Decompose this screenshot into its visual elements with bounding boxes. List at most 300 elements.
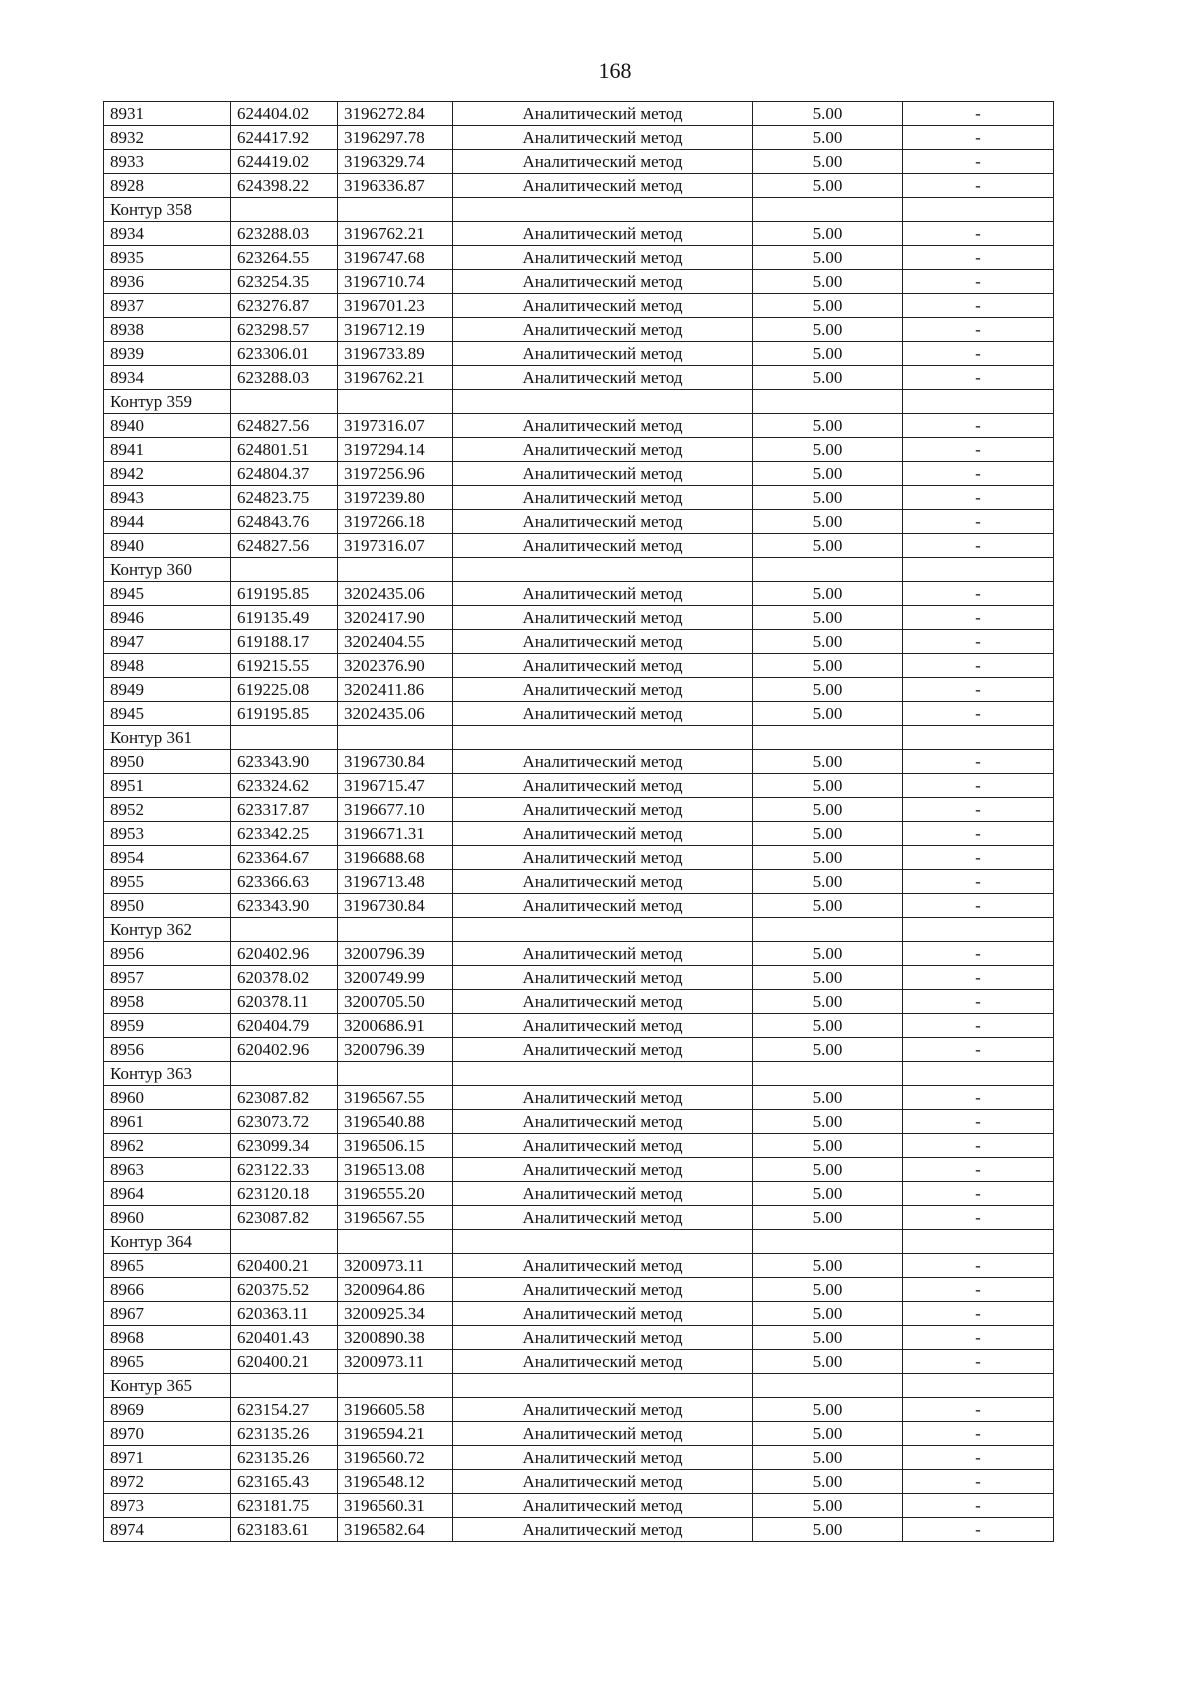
dash-cell: - xyxy=(903,1014,1054,1038)
y-coordinate-cell: 3196540.88 xyxy=(338,1110,453,1134)
dash-cell: - xyxy=(903,246,1054,270)
x-coordinate-cell: 623154.27 xyxy=(231,1398,338,1422)
table-row xyxy=(104,942,1054,966)
x-coordinate-cell: 623099.34 xyxy=(231,1134,338,1158)
contour-name: Контур 364 xyxy=(104,1230,231,1254)
x-coordinate-cell: 620363.11 xyxy=(231,1302,338,1326)
x-coordinate-cell: 620400.21 xyxy=(231,1350,338,1374)
point-number-cell: 8950 xyxy=(104,894,231,918)
dash-cell: - xyxy=(903,1086,1054,1110)
accuracy-cell: 5.00 xyxy=(753,342,903,366)
contour-name: Контур 359 xyxy=(104,390,231,414)
point-number-cell: 8965 xyxy=(104,1254,231,1278)
accuracy-cell: 5.00 xyxy=(753,822,903,846)
point-number-cell: 8967 xyxy=(104,1302,231,1326)
dash-cell: - xyxy=(903,414,1054,438)
dash-cell: - xyxy=(903,342,1054,366)
x-coordinate-cell: 623254.35 xyxy=(231,270,338,294)
contour-name: Контур 363 xyxy=(104,1062,231,1086)
point-number-cell: 8949 xyxy=(104,678,231,702)
empty-cell xyxy=(338,726,453,750)
dash-cell: - xyxy=(903,1038,1054,1062)
dash-cell: - xyxy=(903,126,1054,150)
accuracy-cell: 5.00 xyxy=(753,246,903,270)
x-coordinate-cell: 623135.26 xyxy=(231,1446,338,1470)
y-coordinate-cell: 3200973.11 xyxy=(338,1254,453,1278)
y-coordinate-cell: 3196548.12 xyxy=(338,1470,453,1494)
table-row xyxy=(104,246,1054,270)
point-number-cell: 8932 xyxy=(104,126,231,150)
method-cell: Аналитический метод xyxy=(453,126,753,150)
table-row xyxy=(104,870,1054,894)
table-row xyxy=(104,1470,1054,1494)
y-coordinate-cell: 3196555.20 xyxy=(338,1182,453,1206)
accuracy-cell: 5.00 xyxy=(753,486,903,510)
method-cell: Аналитический метод xyxy=(453,150,753,174)
table-row xyxy=(104,1158,1054,1182)
y-coordinate-cell: 3196560.72 xyxy=(338,1446,453,1470)
y-coordinate-cell: 3202376.90 xyxy=(338,654,453,678)
x-coordinate-cell: 624404.02 xyxy=(231,102,338,126)
dash-cell: - xyxy=(903,846,1054,870)
point-number-cell: 8955 xyxy=(104,870,231,894)
dash-cell: - xyxy=(903,870,1054,894)
empty-cell xyxy=(753,1374,903,1398)
method-cell: Аналитический метод xyxy=(453,1206,753,1230)
y-coordinate-cell: 3196671.31 xyxy=(338,822,453,846)
point-number-cell: 8951 xyxy=(104,774,231,798)
contour-name: Контур 365 xyxy=(104,1374,231,1398)
y-coordinate-cell: 3196329.74 xyxy=(338,150,453,174)
accuracy-cell: 5.00 xyxy=(753,1446,903,1470)
accuracy-cell: 5.00 xyxy=(753,774,903,798)
page-number: 168 xyxy=(598,58,632,83)
dash-cell: - xyxy=(903,1302,1054,1326)
table-row xyxy=(104,174,1054,198)
x-coordinate-cell: 619188.17 xyxy=(231,630,338,654)
method-cell: Аналитический метод xyxy=(453,414,753,438)
empty-cell xyxy=(231,1374,338,1398)
accuracy-cell: 5.00 xyxy=(753,222,903,246)
method-cell: Аналитический метод xyxy=(453,870,753,894)
x-coordinate-cell: 623122.33 xyxy=(231,1158,338,1182)
accuracy-cell: 5.00 xyxy=(753,846,903,870)
method-cell: Аналитический метод xyxy=(453,102,753,126)
point-number-cell: 8945 xyxy=(104,582,231,606)
y-coordinate-cell: 3196710.74 xyxy=(338,270,453,294)
accuracy-cell: 5.00 xyxy=(753,462,903,486)
method-cell: Аналитический метод xyxy=(453,606,753,630)
contour-name: Контур 358 xyxy=(104,198,231,222)
accuracy-cell: 5.00 xyxy=(753,1302,903,1326)
point-number-cell: 8928 xyxy=(104,174,231,198)
dash-cell: - xyxy=(903,678,1054,702)
x-coordinate-cell: 623324.62 xyxy=(231,774,338,798)
method-cell: Аналитический метод xyxy=(453,1086,753,1110)
x-coordinate-cell: 623342.25 xyxy=(231,822,338,846)
x-coordinate-cell: 624804.37 xyxy=(231,462,338,486)
table-row xyxy=(104,462,1054,486)
x-coordinate-cell: 620378.11 xyxy=(231,990,338,1014)
table-row xyxy=(104,846,1054,870)
y-coordinate-cell: 3200749.99 xyxy=(338,966,453,990)
accuracy-cell: 5.00 xyxy=(753,1086,903,1110)
accuracy-cell: 5.00 xyxy=(753,1134,903,1158)
point-number-cell: 8943 xyxy=(104,486,231,510)
dash-cell: - xyxy=(903,534,1054,558)
empty-cell xyxy=(453,1062,753,1086)
x-coordinate-cell: 624417.92 xyxy=(231,126,338,150)
x-coordinate-cell: 623317.87 xyxy=(231,798,338,822)
empty-cell xyxy=(453,726,753,750)
y-coordinate-cell: 3196336.87 xyxy=(338,174,453,198)
dash-cell: - xyxy=(903,966,1054,990)
method-cell: Аналитический метод xyxy=(453,342,753,366)
accuracy-cell: 5.00 xyxy=(753,990,903,1014)
dash-cell: - xyxy=(903,654,1054,678)
y-coordinate-cell: 3196560.31 xyxy=(338,1494,453,1518)
y-coordinate-cell: 3197316.07 xyxy=(338,414,453,438)
table-row xyxy=(104,678,1054,702)
x-coordinate-cell: 624801.51 xyxy=(231,438,338,462)
method-cell: Аналитический метод xyxy=(453,510,753,534)
empty-cell xyxy=(338,1062,453,1086)
accuracy-cell: 5.00 xyxy=(753,1494,903,1518)
accuracy-cell: 5.00 xyxy=(753,1182,903,1206)
table-row xyxy=(104,798,1054,822)
accuracy-cell: 5.00 xyxy=(753,1518,903,1542)
dash-cell: - xyxy=(903,1422,1054,1446)
method-cell: Аналитический метод xyxy=(453,1302,753,1326)
point-number-cell: 8940 xyxy=(104,534,231,558)
empty-cell xyxy=(338,558,453,582)
point-number-cell: 8960 xyxy=(104,1206,231,1230)
contour-name: Контур 362 xyxy=(104,918,231,942)
method-cell: Аналитический метод xyxy=(453,438,753,462)
y-coordinate-cell: 3200705.50 xyxy=(338,990,453,1014)
dash-cell: - xyxy=(903,270,1054,294)
table-row xyxy=(104,1446,1054,1470)
x-coordinate-cell: 620400.21 xyxy=(231,1254,338,1278)
y-coordinate-cell: 3202411.86 xyxy=(338,678,453,702)
empty-cell xyxy=(453,558,753,582)
table-row xyxy=(104,1182,1054,1206)
x-coordinate-cell: 623276.87 xyxy=(231,294,338,318)
dash-cell: - xyxy=(903,1494,1054,1518)
method-cell: Аналитический метод xyxy=(453,1494,753,1518)
y-coordinate-cell: 3196272.84 xyxy=(338,102,453,126)
dash-cell: - xyxy=(903,702,1054,726)
x-coordinate-cell: 619215.55 xyxy=(231,654,338,678)
dash-cell: - xyxy=(903,798,1054,822)
empty-cell xyxy=(231,390,338,414)
empty-cell xyxy=(453,198,753,222)
accuracy-cell: 5.00 xyxy=(753,654,903,678)
point-number-cell: 8964 xyxy=(104,1182,231,1206)
method-cell: Аналитический метод xyxy=(453,1422,753,1446)
x-coordinate-cell: 623364.67 xyxy=(231,846,338,870)
accuracy-cell: 5.00 xyxy=(753,534,903,558)
dash-cell: - xyxy=(903,1134,1054,1158)
empty-cell xyxy=(231,198,338,222)
x-coordinate-cell: 619225.08 xyxy=(231,678,338,702)
x-coordinate-cell: 623165.43 xyxy=(231,1470,338,1494)
accuracy-cell: 5.00 xyxy=(753,102,903,126)
accuracy-cell: 5.00 xyxy=(753,798,903,822)
method-cell: Аналитический метод xyxy=(453,894,753,918)
table-row xyxy=(104,102,1054,126)
x-coordinate-cell: 620402.96 xyxy=(231,1038,338,1062)
point-number-cell: 8933 xyxy=(104,150,231,174)
table-row xyxy=(104,414,1054,438)
table-row xyxy=(104,606,1054,630)
method-cell: Аналитический метод xyxy=(453,822,753,846)
point-number-cell: 8934 xyxy=(104,222,231,246)
empty-cell xyxy=(338,1230,453,1254)
dash-cell: - xyxy=(903,318,1054,342)
x-coordinate-cell: 623366.63 xyxy=(231,870,338,894)
coordinates-table-body xyxy=(104,102,1054,1542)
point-number-cell: 8970 xyxy=(104,1422,231,1446)
empty-cell xyxy=(753,726,903,750)
table-row xyxy=(104,1086,1054,1110)
point-number-cell: 8968 xyxy=(104,1326,231,1350)
x-coordinate-cell: 623288.03 xyxy=(231,222,338,246)
dash-cell: - xyxy=(903,1326,1054,1350)
table-row xyxy=(104,438,1054,462)
y-coordinate-cell: 3196701.23 xyxy=(338,294,453,318)
method-cell: Аналитический метод xyxy=(453,1038,753,1062)
y-coordinate-cell: 3196762.21 xyxy=(338,366,453,390)
table-row xyxy=(104,1254,1054,1278)
point-number-cell: 8944 xyxy=(104,510,231,534)
dash-cell: - xyxy=(903,1470,1054,1494)
coordinates-table xyxy=(103,101,1054,1542)
method-cell: Аналитический метод xyxy=(453,366,753,390)
table-row xyxy=(104,486,1054,510)
contour-header-row xyxy=(104,1374,1054,1398)
accuracy-cell: 5.00 xyxy=(753,870,903,894)
table-row xyxy=(104,534,1054,558)
accuracy-cell: 5.00 xyxy=(753,1326,903,1350)
method-cell: Аналитический метод xyxy=(453,678,753,702)
table-row xyxy=(104,342,1054,366)
method-cell: Аналитический метод xyxy=(453,582,753,606)
y-coordinate-cell: 3202435.06 xyxy=(338,582,453,606)
accuracy-cell: 5.00 xyxy=(753,1278,903,1302)
table-row xyxy=(104,1278,1054,1302)
method-cell: Аналитический метод xyxy=(453,294,753,318)
y-coordinate-cell: 3196567.55 xyxy=(338,1086,453,1110)
point-number-cell: 8946 xyxy=(104,606,231,630)
y-coordinate-cell: 3196730.84 xyxy=(338,750,453,774)
dash-cell: - xyxy=(903,1350,1054,1374)
accuracy-cell: 5.00 xyxy=(753,1110,903,1134)
y-coordinate-cell: 3196762.21 xyxy=(338,222,453,246)
x-coordinate-cell: 623298.57 xyxy=(231,318,338,342)
accuracy-cell: 5.00 xyxy=(753,582,903,606)
method-cell: Аналитический метод xyxy=(453,654,753,678)
contour-header-row xyxy=(104,1062,1054,1086)
method-cell: Аналитический метод xyxy=(453,318,753,342)
table-row xyxy=(104,1398,1054,1422)
point-number-cell: 8972 xyxy=(104,1470,231,1494)
contour-header-row xyxy=(104,726,1054,750)
y-coordinate-cell: 3196506.15 xyxy=(338,1134,453,1158)
point-number-cell: 8938 xyxy=(104,318,231,342)
method-cell: Аналитический метод xyxy=(453,246,753,270)
point-number-cell: 8952 xyxy=(104,798,231,822)
empty-cell xyxy=(903,198,1054,222)
table-row xyxy=(104,510,1054,534)
accuracy-cell: 5.00 xyxy=(753,1254,903,1278)
method-cell: Аналитический метод xyxy=(453,1182,753,1206)
y-coordinate-cell: 3197239.80 xyxy=(338,486,453,510)
dash-cell: - xyxy=(903,942,1054,966)
point-number-cell: 8971 xyxy=(104,1446,231,1470)
method-cell: Аналитический метод xyxy=(453,798,753,822)
method-cell: Аналитический метод xyxy=(453,270,753,294)
table-row xyxy=(104,630,1054,654)
x-coordinate-cell: 623087.82 xyxy=(231,1086,338,1110)
y-coordinate-cell: 3197316.07 xyxy=(338,534,453,558)
point-number-cell: 8974 xyxy=(104,1518,231,1542)
x-coordinate-cell: 623073.72 xyxy=(231,1110,338,1134)
empty-cell xyxy=(753,198,903,222)
y-coordinate-cell: 3197294.14 xyxy=(338,438,453,462)
point-number-cell: 8934 xyxy=(104,366,231,390)
method-cell: Аналитический метод xyxy=(453,1254,753,1278)
y-coordinate-cell: 3197256.96 xyxy=(338,462,453,486)
table-row xyxy=(104,1038,1054,1062)
y-coordinate-cell: 3196513.08 xyxy=(338,1158,453,1182)
accuracy-cell: 5.00 xyxy=(753,366,903,390)
table-row xyxy=(104,150,1054,174)
y-coordinate-cell: 3200890.38 xyxy=(338,1326,453,1350)
x-coordinate-cell: 623288.03 xyxy=(231,366,338,390)
method-cell: Аналитический метод xyxy=(453,1470,753,1494)
point-number-cell: 8962 xyxy=(104,1134,231,1158)
table-row xyxy=(104,966,1054,990)
dash-cell: - xyxy=(903,294,1054,318)
contour-name: Контур 360 xyxy=(104,558,231,582)
accuracy-cell: 5.00 xyxy=(753,126,903,150)
contour-name: Контур 361 xyxy=(104,726,231,750)
dash-cell: - xyxy=(903,366,1054,390)
empty-cell xyxy=(231,558,338,582)
x-coordinate-cell: 624827.56 xyxy=(231,414,338,438)
x-coordinate-cell: 619195.85 xyxy=(231,702,338,726)
empty-cell xyxy=(903,390,1054,414)
table-row xyxy=(104,990,1054,1014)
method-cell: Аналитический метод xyxy=(453,1326,753,1350)
point-number-cell: 8965 xyxy=(104,1350,231,1374)
method-cell: Аналитический метод xyxy=(453,1014,753,1038)
table-row xyxy=(104,822,1054,846)
method-cell: Аналитический метод xyxy=(453,774,753,798)
x-coordinate-cell: 624419.02 xyxy=(231,150,338,174)
x-coordinate-cell: 620375.52 xyxy=(231,1278,338,1302)
dash-cell: - xyxy=(903,1398,1054,1422)
empty-cell xyxy=(753,1062,903,1086)
method-cell: Аналитический метод xyxy=(453,174,753,198)
dash-cell: - xyxy=(903,774,1054,798)
x-coordinate-cell: 623343.90 xyxy=(231,894,338,918)
point-number-cell: 8931 xyxy=(104,102,231,126)
accuracy-cell: 5.00 xyxy=(753,1038,903,1062)
point-number-cell: 8936 xyxy=(104,270,231,294)
accuracy-cell: 5.00 xyxy=(753,510,903,534)
point-number-cell: 8961 xyxy=(104,1110,231,1134)
dash-cell: - xyxy=(903,1254,1054,1278)
point-number-cell: 8935 xyxy=(104,246,231,270)
x-coordinate-cell: 620404.79 xyxy=(231,1014,338,1038)
dash-cell: - xyxy=(903,462,1054,486)
table-row xyxy=(104,1206,1054,1230)
accuracy-cell: 5.00 xyxy=(753,630,903,654)
method-cell: Аналитический метод xyxy=(453,990,753,1014)
dash-cell: - xyxy=(903,606,1054,630)
y-coordinate-cell: 3196730.84 xyxy=(338,894,453,918)
y-coordinate-cell: 3196733.89 xyxy=(338,342,453,366)
accuracy-cell: 5.00 xyxy=(753,1398,903,1422)
dash-cell: - xyxy=(903,1206,1054,1230)
accuracy-cell: 5.00 xyxy=(753,270,903,294)
point-number-cell: 8941 xyxy=(104,438,231,462)
point-number-cell: 8960 xyxy=(104,1086,231,1110)
table-row xyxy=(104,222,1054,246)
accuracy-cell: 5.00 xyxy=(753,150,903,174)
table-row xyxy=(104,894,1054,918)
method-cell: Аналитический метод xyxy=(453,750,753,774)
y-coordinate-cell: 3202435.06 xyxy=(338,702,453,726)
dash-cell: - xyxy=(903,1110,1054,1134)
empty-cell xyxy=(338,918,453,942)
point-number-cell: 8959 xyxy=(104,1014,231,1038)
empty-cell xyxy=(231,1062,338,1086)
method-cell: Аналитический метод xyxy=(453,942,753,966)
table-row xyxy=(104,654,1054,678)
point-number-cell: 8953 xyxy=(104,822,231,846)
dash-cell: - xyxy=(903,750,1054,774)
table-row xyxy=(104,1134,1054,1158)
table-row xyxy=(104,1326,1054,1350)
x-coordinate-cell: 623306.01 xyxy=(231,342,338,366)
y-coordinate-cell: 3202404.55 xyxy=(338,630,453,654)
x-coordinate-cell: 619135.49 xyxy=(231,606,338,630)
dash-cell: - xyxy=(903,1518,1054,1542)
point-number-cell: 8958 xyxy=(104,990,231,1014)
dash-cell: - xyxy=(903,1446,1054,1470)
accuracy-cell: 5.00 xyxy=(753,750,903,774)
empty-cell xyxy=(453,390,753,414)
y-coordinate-cell: 3196713.48 xyxy=(338,870,453,894)
table-row xyxy=(104,702,1054,726)
method-cell: Аналитический метод xyxy=(453,222,753,246)
accuracy-cell: 5.00 xyxy=(753,1014,903,1038)
empty-cell xyxy=(903,1374,1054,1398)
empty-cell xyxy=(453,1230,753,1254)
accuracy-cell: 5.00 xyxy=(753,174,903,198)
accuracy-cell: 5.00 xyxy=(753,1158,903,1182)
x-coordinate-cell: 624843.76 xyxy=(231,510,338,534)
dash-cell: - xyxy=(903,822,1054,846)
method-cell: Аналитический метод xyxy=(453,1278,753,1302)
table-row xyxy=(104,1518,1054,1542)
accuracy-cell: 5.00 xyxy=(753,966,903,990)
x-coordinate-cell: 623135.26 xyxy=(231,1422,338,1446)
empty-cell xyxy=(753,390,903,414)
